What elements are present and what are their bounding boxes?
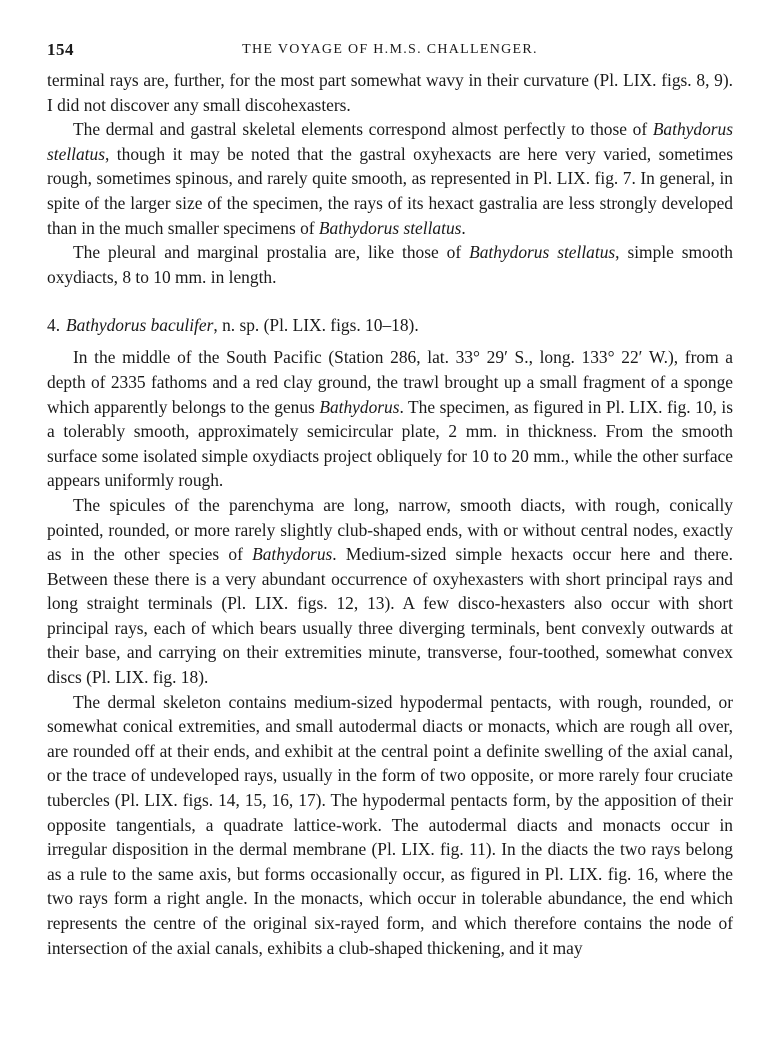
species-number: 4.: [47, 315, 61, 336]
paragraph-locality: [47, 345, 733, 493]
taxon-name: Bathydorus: [319, 396, 400, 417]
paragraph-text: The dermal and gastral skeletal elements correspond almost perfectly to those of: [73, 119, 653, 140]
taxon-name: Bathydorus stellatus: [47, 119, 733, 164]
paragraph-text: The dermal skeleton contains medium-sized hypodermal pentacts, with rough, rounded, or somewhat conical extremities, and small autodermal diacts or monacts, which are rough all over, are rounded off at their ends, and exhibit at the central point a definite swelling of the axial canal, or the trace of undeveloped rays, usually in the form of two opposite, or more rarely four cruciate tubercles (Pl. LIX. figs. 14, 15, 16, 17). The hypodermal pentacts form, by the apposition of their opposite tangentials, a quadrate lattice-work. The autodermal diacts and monacts occur in irregular disposition in the dermal membrane (Pl. LIX. fig. 11). In the diacts the two rays belong as a rule to the same axis, but forms occasionally occur, as figured in Pl. LIX. fig. 16, where the two rays form a right angle. In the monacts, which occur in tolerable abundance, the end which represents the centre of the original six-rayed form, and which therefore contains the node of intersection of the axial canals, exhibits a club-shaped thickening, and it may: [47, 691, 733, 958]
page: [47, 40, 733, 960]
taxon-name: Bathydorus stellatus: [469, 242, 616, 263]
taxon-name: Bathydorus: [252, 544, 333, 565]
taxon-name: Bathydorus stellatus: [318, 217, 462, 238]
paragraph-text: .: [461, 217, 466, 238]
running-title: THE VOYAGE OF H.M.S. CHALLENGER.: [242, 42, 538, 57]
page-number: 154: [47, 40, 74, 59]
species-heading-rest: , n. sp. (Pl. LIX. figs. 10–18).: [213, 315, 419, 336]
paragraph-text: , simple smooth oxydiacts, 8 to 10 mm. in length.: [47, 242, 733, 287]
paragraph-text: . Medium-sized simple hexacts occur here and there. Between these there is a very abundant occurrence of oxyhexasters with short principal rays and long straight terminals (Pl. LIX. figs. 12, 13). A few disco-hexasters also occur with short principal rays, each of which bears usually three diverging terminals, bent convexly outwards at their base, and carrying on their extremities minute, transverse, four-toothed, somewhat convex discs (Pl. LIX. fig. 18).: [47, 544, 733, 688]
paragraph-text: terminal rays are, further, for the most part somewhat wavy in their curvature (Pl. LIX. figs. 8, 9). I did not discover any small discohexasters.: [47, 70, 733, 115]
paragraph-text: In the middle of the South Pacific (Station 286, lat. 33° 29′ S., long. 133° 22′ W.), from a depth of 2335 fathoms and a red clay ground, the trawl brought up a small fragment of a sponge which apparently belongs to the genus: [47, 347, 733, 417]
paragraph-text: The spicules of the parenchyma are long, narrow, smooth diacts, with rough, conically pointed, rounded, or more rarely slightly club-shaped ends, with or without central nodes, exactly as in the other species of: [47, 494, 733, 565]
paragraph-spicules: [47, 493, 733, 690]
paragraph-prostalia: [47, 240, 733, 289]
paragraph-text: . The specimen, as figured in Pl. LIX. fig. 10, is a tolerably smooth, approximately semicircular plate, 2 mm. in thickness. From the smooth surface some isolated simple oxydiacts project obliquely for 10 to 20 mm., while the other surface appears uniformly rough.: [47, 396, 733, 491]
paragraph-text: , though it may be noted that the gastral oxyhexacts are here very varied, sometimes rough, sometimes spinous, and rarely quite smooth, as represented in Pl. LIX. fig. 7. In general, in spite of the larger size of the specimen, the rays of its hexact gastralia are less strongly developed than in the much smaller specimens of: [47, 143, 733, 238]
running-head: [47, 40, 733, 68]
paragraph-continuation: [47, 68, 733, 117]
paragraph-dermal-skeleton: [47, 690, 733, 961]
species-heading: [47, 313, 733, 337]
species-name: Bathydorus baculifer: [66, 315, 214, 336]
paragraph-text: The pleural and marginal prostalia are, like those of: [73, 242, 470, 263]
paragraph-dermal-gastral: [47, 117, 733, 240]
